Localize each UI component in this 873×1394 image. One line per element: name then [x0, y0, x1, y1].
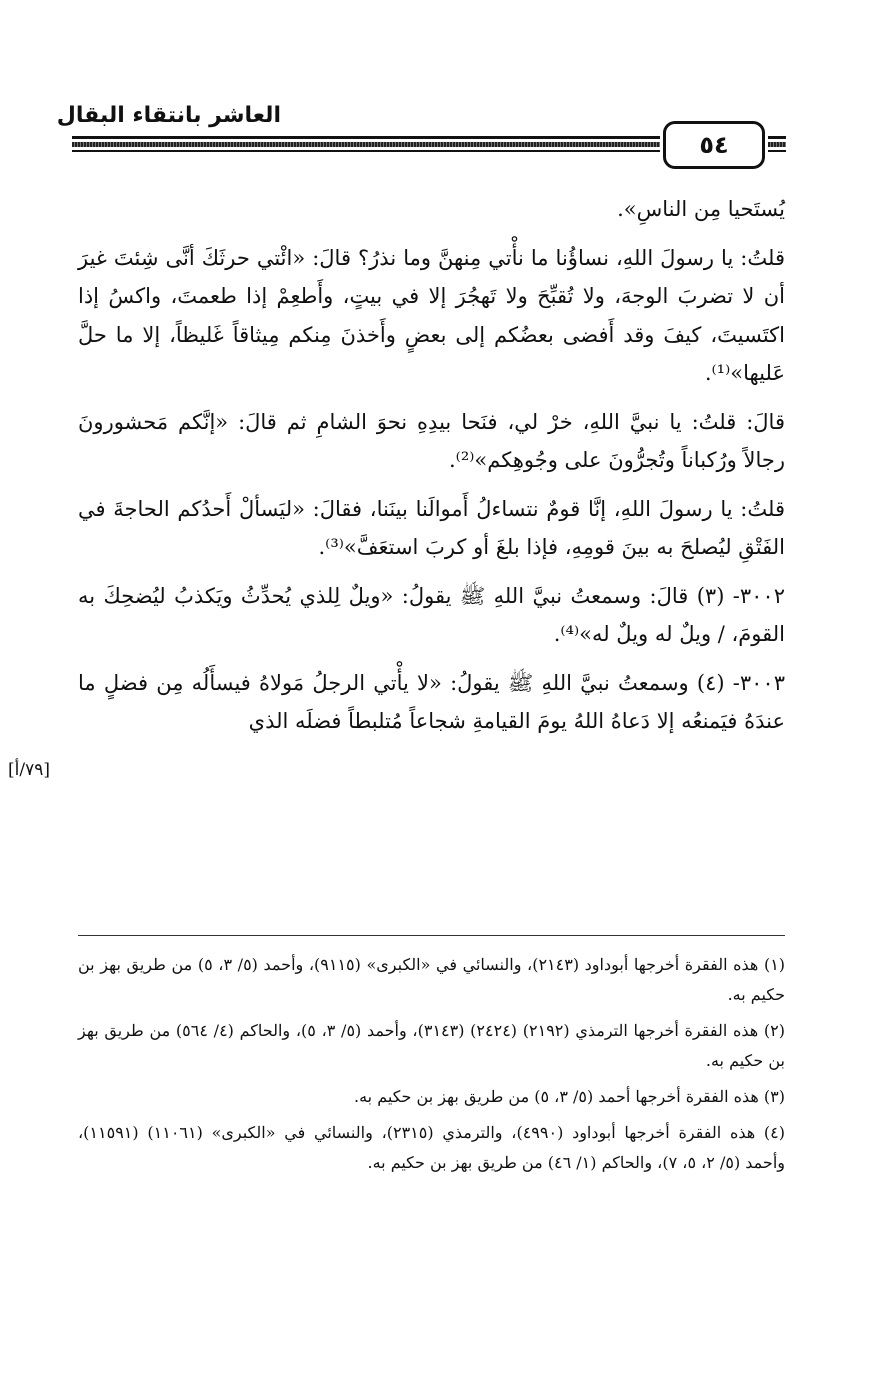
- footnote: (١) هذه الفقرة أخرجها أبوداود (٢١٤٣)، والنسائي في «الكبرى» (٩١١٥)، وأحمد (٥/ ٣، ٥) من طريق بهز بن حكيم به.: [78, 955, 786, 1004]
- running-header-title: العاشر بانتقاء البقال: [56, 103, 281, 128]
- footnote: (٣) هذه الفقرة أخرجها أحمد (٥/ ٣، ٥) من طريق بهز بن حكيم به.: [354, 1087, 785, 1106]
- paragraph: قلتُ: يا رسولَ اللهِ، نساؤُنا ما نأْتي مِنهنَّ وما نذرُ؟ قالَ: «ائْتي حرثَكَ أنَّى شِئتَ غيرَ أن لا تضربَ الوجهَ، ولا تُقبِّحَ ولا تَهجُرَ إلا في بيتٍ، وأَطعِمْ إذا طعمتَ، واكسُ إذا اكتَسيتَ، كيفَ وقد أَفضى بعضُكم إلى بعضٍ وأَخذنَ مِنكم مِيثاقاً غَليظاً، إلا ما حلَّ عَليها»⁽¹⁾.: [78, 245, 785, 385]
- footnote: (٤) هذه الفقرة أخرجها أبوداود (٤٩٩٠)، والترمذي (٢٣١٥)، والنسائي في «الكبرى» (١١٠٦١) (١١٥٩١)، وأحمد (٥/ ٢، ٥، ٧)، والحاكم (١/ ٤٦) من طريق بهز بن حكيم به.: [78, 1123, 786, 1172]
- page-number: ٥٤: [663, 121, 765, 169]
- paragraph: ٣٠٠٢- (٣) قالَ: وسمعتُ نبيَّ اللهِ ﷺ يقولُ: «ويلٌ لِلذي يُحدِّثُ ويَكذبُ ليُضحِكَ به القومَ، / ويلٌ له ويلٌ له»⁽⁴⁾.: [78, 583, 785, 646]
- paragraph: قلتُ: يا رسولَ اللهِ، إنَّا قومٌ نتساءلُ أَموالَنا بينَنا، فقالَ: «ليَسألْ أَحدُكم الحاجةَ في الفَتْقِ ليُصلحَ به بينَ قومِهِ، فإذا بلغَ أو كربَ استعَفَّ»⁽³⁾.: [78, 496, 785, 559]
- footnote: (٢) هذه الفقرة أخرجها الترمذي (٢١٩٢) (٢٤٢٤) (٣١٤٣)، وأحمد (٥/ ٣، ٥)، والحاكم (٤/ ٥٦٤) من طريق بهز بن حكيم به.: [78, 1021, 786, 1070]
- paragraph: ٣٠٠٣- (٤) وسمعتُ نبيَّ اللهِ ﷺ يقولُ: «لا يأْتي الرجلُ مَولاهُ فيسأَلُه مِن فضلٍ ما عندَهُ فيَمنعُه إلا دَعاهُ اللهُ يومَ القيامةِ شجاعاً مُتلبطاً فضلَه الذي: [78, 670, 785, 733]
- main-text: [78, 190, 785, 751]
- footnote-divider: [78, 935, 785, 936]
- paragraph: قالَ: قلتُ: يا نبيَّ اللهِ، خرْ لي، فنَحا بيدِهِ نحوَ الشامِ ثم قالَ: «إنَّكم مَحشورونَ رجالاً ورُكباناً وتُجرُّونَ على وجُوهِكم»⁽²⁾.: [78, 409, 785, 472]
- footnotes: [78, 950, 785, 1184]
- paragraph: يُستَحيا مِن الناسِ».: [617, 197, 785, 221]
- manuscript-folio-note: [٧٩/أ]: [8, 760, 50, 780]
